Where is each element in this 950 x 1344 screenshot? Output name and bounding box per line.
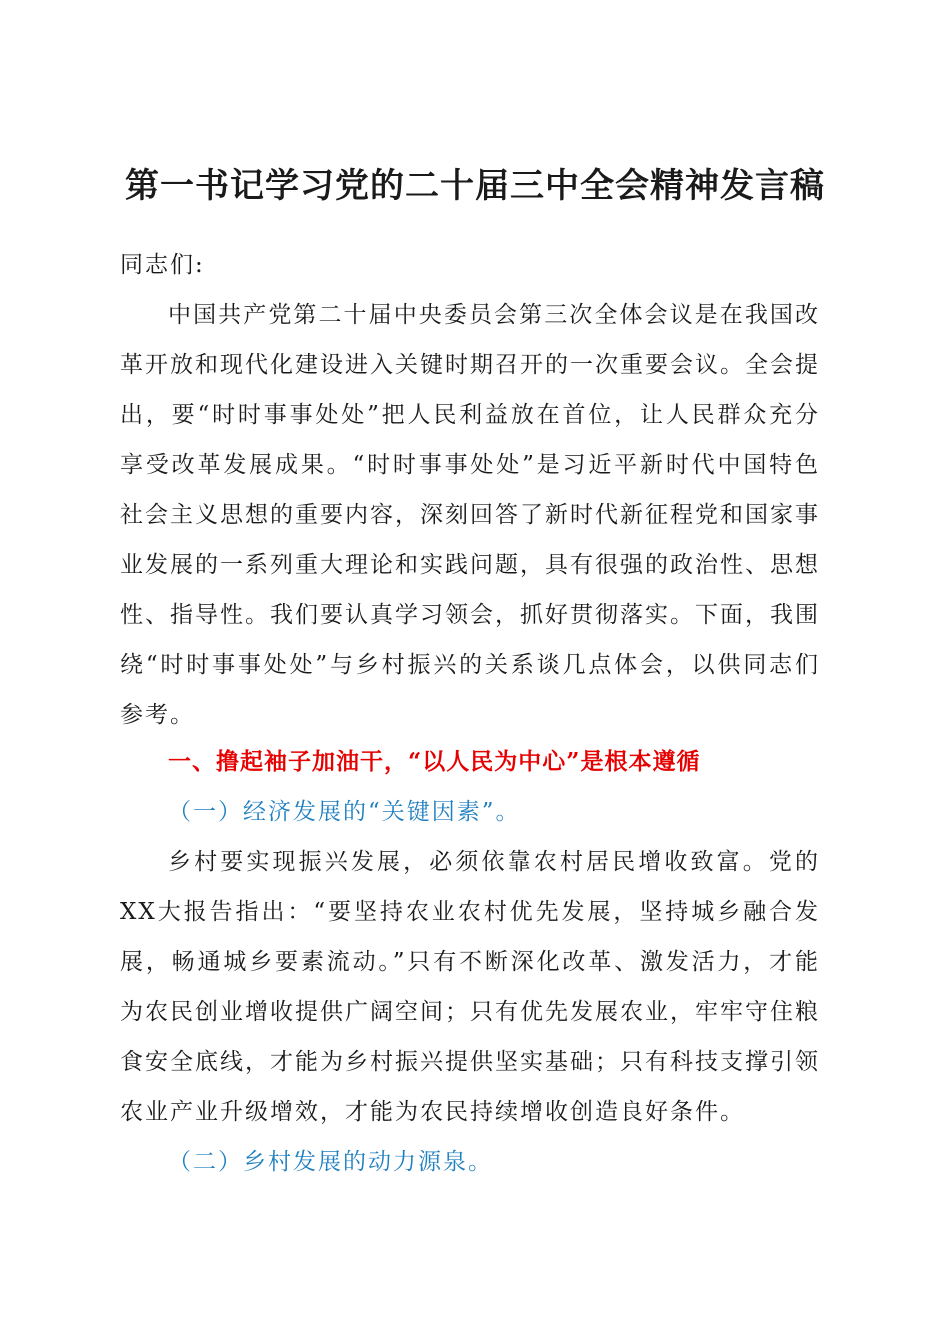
greeting: 同志们: (120, 252, 205, 278)
intro-paragraph: 中国共产党第二十届中央委员会第三次全体会议是在我国改革开放和现代化建设进入关键时期召开的一次重要会议。全会提出，要“时时事事处处”把人民利益放在首位，让人民群众充分享受改革发展成果。“时时事事处处”是习近平新时代中国特色社会主义思想的重要内容，深刻回答了新时代新征程党和国家事业发展的一系列重大理论和实践问题，具有很强的政治性、思想性、指导性。我们要认真学习领会，抓好贯彻落实。下面，我围绕“时时事事处处”与乡村振兴的关系谈几点体会，以供同志们参考。 (120, 302, 820, 728)
subsection-paragraph-1: 乡村要实现振兴发展，必须依靠农村居民增收致富。党的XX大报告指出：“要坚持农业农村优先发展，坚持城乡融合发展，畅通城乡要素流动。”只有不断深化改革、激发活力，才能为农民创业增收提供广阔空间；只有优先发展农业，牢牢守住粮食安全底线，才能为乡村振兴提供坚实基础；只有科技支撑引领农业产业升级增效，才能为农民持续增收创造良好条件。 (120, 849, 820, 1125)
document-title: 第一书记学习党的二十届三中全会精神发言稿 (125, 166, 825, 206)
subsection-heading-2: （二）乡村发展的动力源泉。 (168, 1149, 493, 1175)
section-heading-1: 一、撸起袖子加油干，“以人民为中心”是根本遵循 (168, 748, 701, 775)
subsection-heading-1: （一）经济发展的“关键因素”。 (168, 799, 521, 825)
